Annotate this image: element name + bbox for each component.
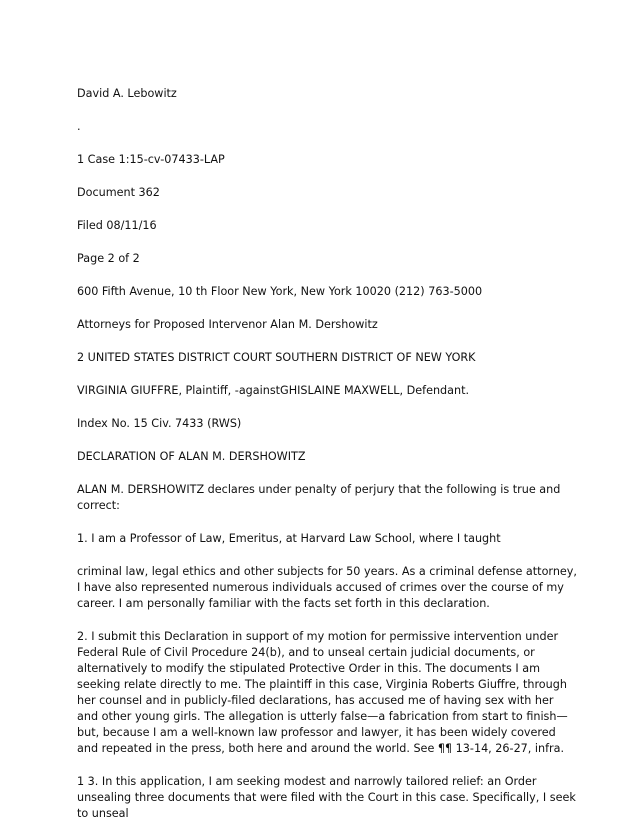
paragraph-3: 1 3. In this application, I am seeking modest and narrowly tailored relief: an Order unsealing three documents that were filed with the Court in this case. Specifically, I seek to unseal xyxy=(77,775,576,820)
attorney-address: 600 Fifth Avenue, 10 th Floor New York, New York 10020 (212) 763-5000 xyxy=(77,285,483,298)
page-indicator: Page 2 of 2 xyxy=(77,252,140,265)
filed-date: Filed 08/11/16 xyxy=(77,219,157,232)
attorney-name: David A. Lebowitz xyxy=(77,87,177,100)
document-body xyxy=(77,86,577,839)
case-parties: VIRGINIA GIUFFRE, Plaintiff, -againstGHISLAINE MAXWELL, Defendant. xyxy=(77,384,470,397)
case-number: 1 Case 1:15-cv-07433-LAP xyxy=(77,153,225,166)
separator-dot: . xyxy=(77,120,81,133)
paragraph-1-start: 1. I am a Professor of Law, Emeritus, at Harvard Law School, where I taught xyxy=(77,532,501,545)
document-number: Document 362 xyxy=(77,186,160,199)
index-number: Index No. 15 Civ. 7433 (RWS) xyxy=(77,417,242,430)
paragraph-2: 2. I submit this Declaration in support of my motion for permissive intervention under Federal Rule of Civil Procedure 24(b), and to unseal certain judicial documents, or alternatively to modify the stipulated Protective Order in this. The documents I am seeking relate directly to me. The plaintiff in this case, Virginia Roberts Giuffre, through her counsel and in publicly-filed declarations, has accused me of having sex with her and other young girls. The allegation is utterly false—a fabrication from start to finish—but, because I am a well-known law professor and lawyer, it has been widely covered and repeated in the press, both here and around the world. See ¶¶ 13-14, 26-27, infra. xyxy=(77,630,568,755)
declaration-title: DECLARATION OF ALAN M. DERSHOWITZ xyxy=(77,450,306,463)
court-name: 2 UNITED STATES DISTRICT COURT SOUTHERN DISTRICT OF NEW YORK xyxy=(77,351,476,364)
attorney-role: Attorneys for Proposed Intervenor Alan M. Dershowitz xyxy=(77,318,378,331)
paragraph-1-continued: criminal law, legal ethics and other subjects for 50 years. As a criminal defense attorney, I have also represented numerous individuals accused of crimes over the course of my career. I am personally familiar with the facts set forth in this declaration. xyxy=(77,565,577,610)
declaration-preamble: ALAN M. DERSHOWITZ declares under penalty of perjury that the following is true and correct: xyxy=(77,483,561,512)
